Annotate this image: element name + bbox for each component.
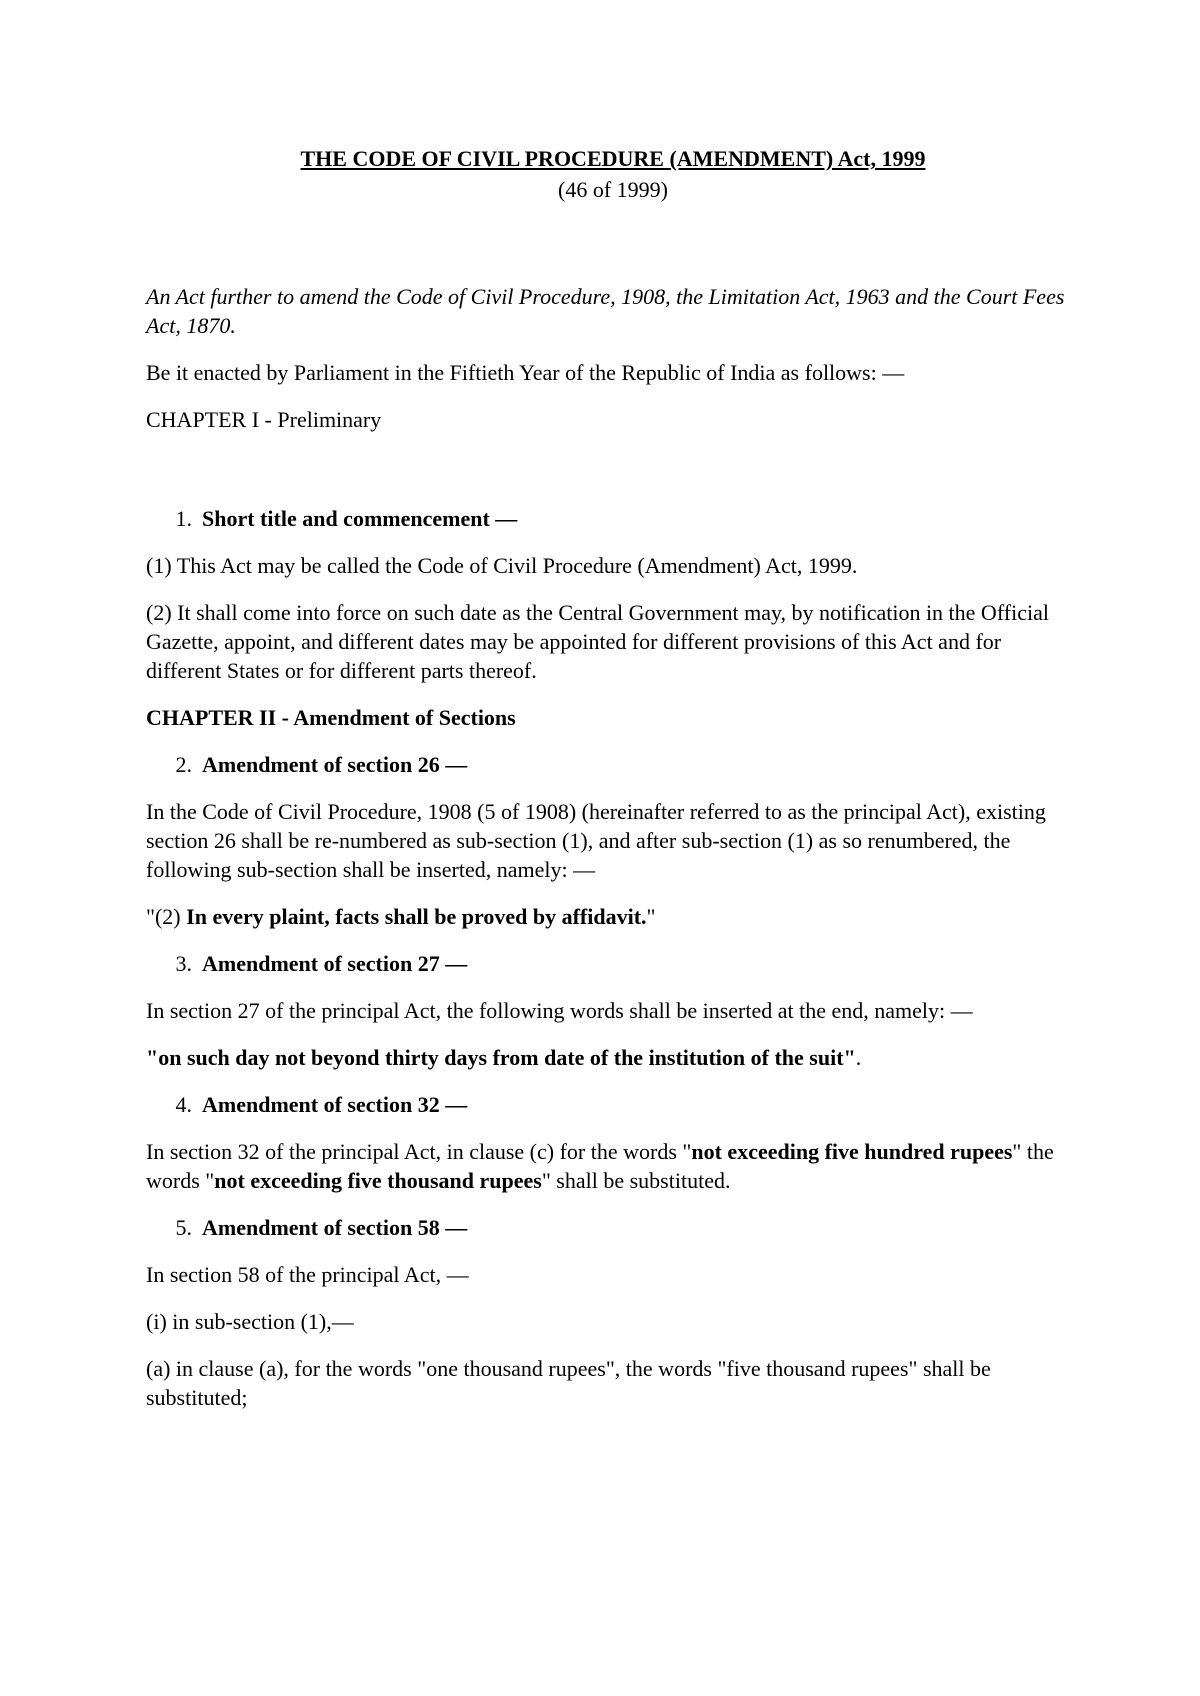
- new-words: not exceeding five thousand rupees: [214, 1168, 542, 1193]
- section-number: 5.: [175, 1215, 192, 1240]
- chapter-2-heading: CHAPTER II - Amendment of Sections: [146, 705, 516, 730]
- text-run: In section 32 of the principal Act, in clause (c) for the words ": [146, 1139, 692, 1164]
- quote-close: .: [855, 1045, 862, 1070]
- section-title: Amendment of section 26 —: [202, 752, 468, 777]
- section-number: 1.: [175, 506, 192, 531]
- section-title: Short title and commencement —: [202, 506, 518, 531]
- section-1-heading: [146, 504, 1080, 533]
- chapter-1-heading: CHAPTER I - Preliminary: [146, 407, 382, 432]
- section-3-quote: [146, 1043, 1080, 1072]
- enacting-clause: Be it enacted by Parliament in the Fiftieth Year of the Republic of India as follows: —: [146, 360, 905, 385]
- title-block: [120, 144, 1106, 204]
- section-number: 4.: [175, 1092, 192, 1117]
- section-title: Amendment of section 58 —: [202, 1215, 468, 1240]
- section-2-heading: [146, 750, 1080, 779]
- quote-close: ": [646, 904, 656, 929]
- section-1-para-1: (1) This Act may be called the Code of Civil Procedure (Amendment) Act, 1999.: [146, 553, 858, 578]
- quote-text: "on such day not beyond thirty days from date of the institution of the suit": [146, 1045, 856, 1070]
- section-5-para-1: In section 58 of the principal Act, —: [146, 1262, 469, 1287]
- section-4-para-1: [146, 1137, 1080, 1195]
- quote-text: In every plaint, facts shall be proved by affidavit.: [186, 904, 647, 929]
- section-title: Amendment of section 27 —: [202, 951, 468, 976]
- section-number: 2.: [175, 752, 192, 777]
- quote-open: "(2): [146, 904, 187, 929]
- section-3-para-1: In section 27 of the principal Act, the following words shall be inserted at the end, namely: —: [146, 998, 973, 1023]
- section-4-heading: [146, 1090, 1080, 1119]
- section-1-para-2: (2) It shall come into force on such date as the Central Government may, by notification in the Official Gazette, appoint, and different dates may be appointed for different provisions of this Act and for different States or for different parts thereof.: [146, 600, 1049, 683]
- section-title: Amendment of section 32 —: [202, 1092, 468, 1117]
- section-5-heading: [146, 1213, 1080, 1242]
- section-3-heading: [146, 949, 1080, 978]
- text-run: " shall be substituted.: [541, 1168, 731, 1193]
- section-5-para-2: (i) in sub-section (1),—: [146, 1309, 354, 1334]
- section-2-para-1: In the Code of Civil Procedure, 1908 (5 of 1908) (hereinafter referred to as the principal Act), existing section 26 shall be re-numbered as sub-section (1), and after sub-section (1) as so renumbered, the following sub-section shall be inserted, namely: —: [146, 799, 1046, 882]
- old-words: not exceeding five hundred rupees: [691, 1139, 1013, 1164]
- section-5-para-3: (a) in clause (a), for the words "one thousand rupees", the words "five thousand rupees" shall be substituted;: [146, 1356, 991, 1410]
- text-run: " the words ": [146, 1139, 1054, 1193]
- section-2-quote: [146, 902, 1080, 931]
- act-number: (46 of 1999): [558, 177, 668, 202]
- section-number: 3.: [175, 951, 192, 976]
- long-title: An Act further to amend the Code of Civil Procedure, 1908, the Limitation Act, 1963 and the Court Fees Act, 1870.: [146, 284, 1065, 338]
- act-title: THE CODE OF CIVIL PROCEDURE (AMENDMENT) Act, 1999: [300, 146, 926, 171]
